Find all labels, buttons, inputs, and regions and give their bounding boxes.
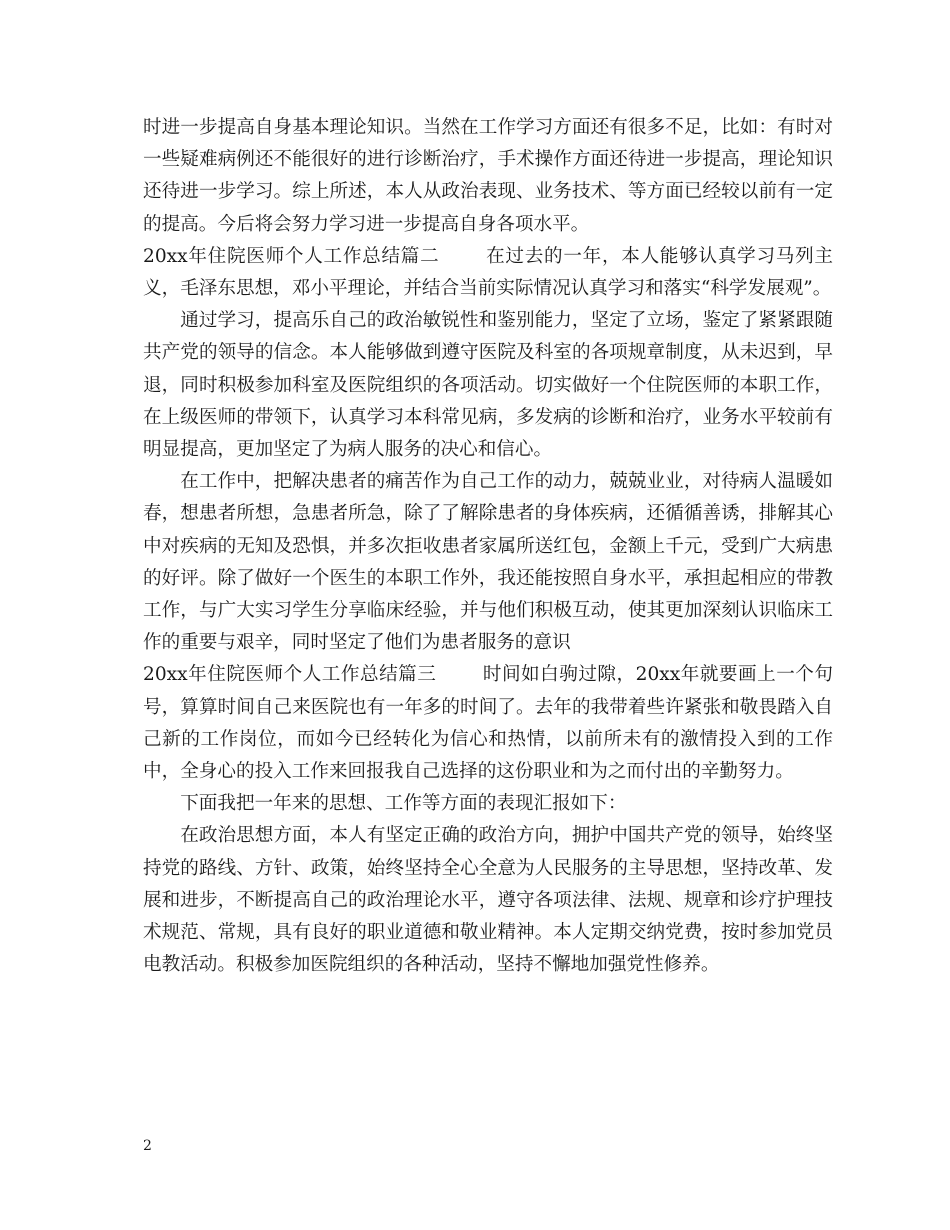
- paragraph-political: [143, 820, 833, 981]
- paragraph-text: 通过学习，提高乐自己的政治敏锐性和鉴别能力，坚定了立场，鉴定了紧紧跟随共产党的领导的信念。本人能够做到遵守医院及科室的各项规章制度，从未迟到，早退，同时积极参加科室及医院组织的各项活动。切实做好一个住院医师的本职工作，在上级医师的带领下，认真学习本科常见病，多发病的诊断和治疗，业务水平较前有明显提高，更加坚定了为病人服务的决心和信心。: [143, 310, 833, 461]
- paragraph-work: [143, 466, 833, 659]
- document-body: [143, 112, 833, 981]
- paragraph-text: 时进一步提高自身基本理论知识。当然在工作学习方面还有很多不足，比如：有时对一些疑难病例还不能很好的进行诊断治疗，手术操作方面还待进一步提高，理论知识还待进一步学习。综上所述，本人从政治表现、业务技术、等方面已经较以前有一定的提高。今后将会努力学习进一步提高自身各项水平。: [143, 117, 833, 235]
- paragraph-study: [143, 305, 833, 466]
- paragraph-continuation: [143, 112, 833, 241]
- section-heading-three: 20xx年住院医师个人工作总结篇三: [143, 664, 437, 686]
- page-number: 2: [143, 1138, 152, 1154]
- paragraph-text: 在政治思想方面，本人有坚定正确的政治方向，拥护中国共产党的领导，始终坚持党的路线、方针、政策，始终坚持全心全意为人民服务的主导思想，坚持改革、发展和进步，不断提高自己的政治理论水平，遵守各项法律、法规、规章和诊疗护理技术规范、常规，具有良好的职业道德和敬业精神。本人定期交纳党费，按时参加党员电教活动。积极参加医院组织的各种活动，坚持不懈地加强党性修养。: [143, 825, 833, 976]
- section-two-paragraph: [143, 241, 833, 305]
- section-three-paragraph: [143, 659, 833, 788]
- paragraph-text: 在工作中，把解决患者的痛苦作为自己工作的动力，兢兢业业，对待病人温暖如春，想患者所想，急患者所急，除了了解除患者的身体疾病，还循循善诱，排解其心中对疾病的无知及恐惧，并多次拒收患者家属所送红包，金额上千元，受到广大病患的好评。除了做好一个医生的本职工作外，我还能按照自身水平，承担起相应的带教工作，与广大实习学生分享临床经验，并与他们积极互动，使其更加深刻认识临床工作的重要与艰辛，同时坚定了他们为患者服务的意识: [143, 471, 833, 654]
- section-heading-two: 20xx年住院医师个人工作总结篇二: [143, 245, 440, 267]
- paragraph-report-intro: [143, 788, 833, 820]
- paragraph-text: 在过去的一年，本人能够认真学习马列主义，毛泽东思想，邓小平理论，并结合当前实际情况认真学习和落实“科学发展观”。: [143, 245, 833, 300]
- paragraph-text: 时间如白驹过隙，20xx年就要画上一个句号，算算时间自己来医院也有一年多的时间了。去年的我带着些许紧张和敬畏踏入自己新的工作岗位，而如今已经转化为信心和热情，以前所未有的激情投入到的工作中，全身心的投入工作来回报我自己选择的这份职业和为之而付出的辛勤努力。: [143, 664, 833, 783]
- paragraph-text: 下面我把一年来的思想、工作等方面的表现汇报如下：: [180, 793, 627, 815]
